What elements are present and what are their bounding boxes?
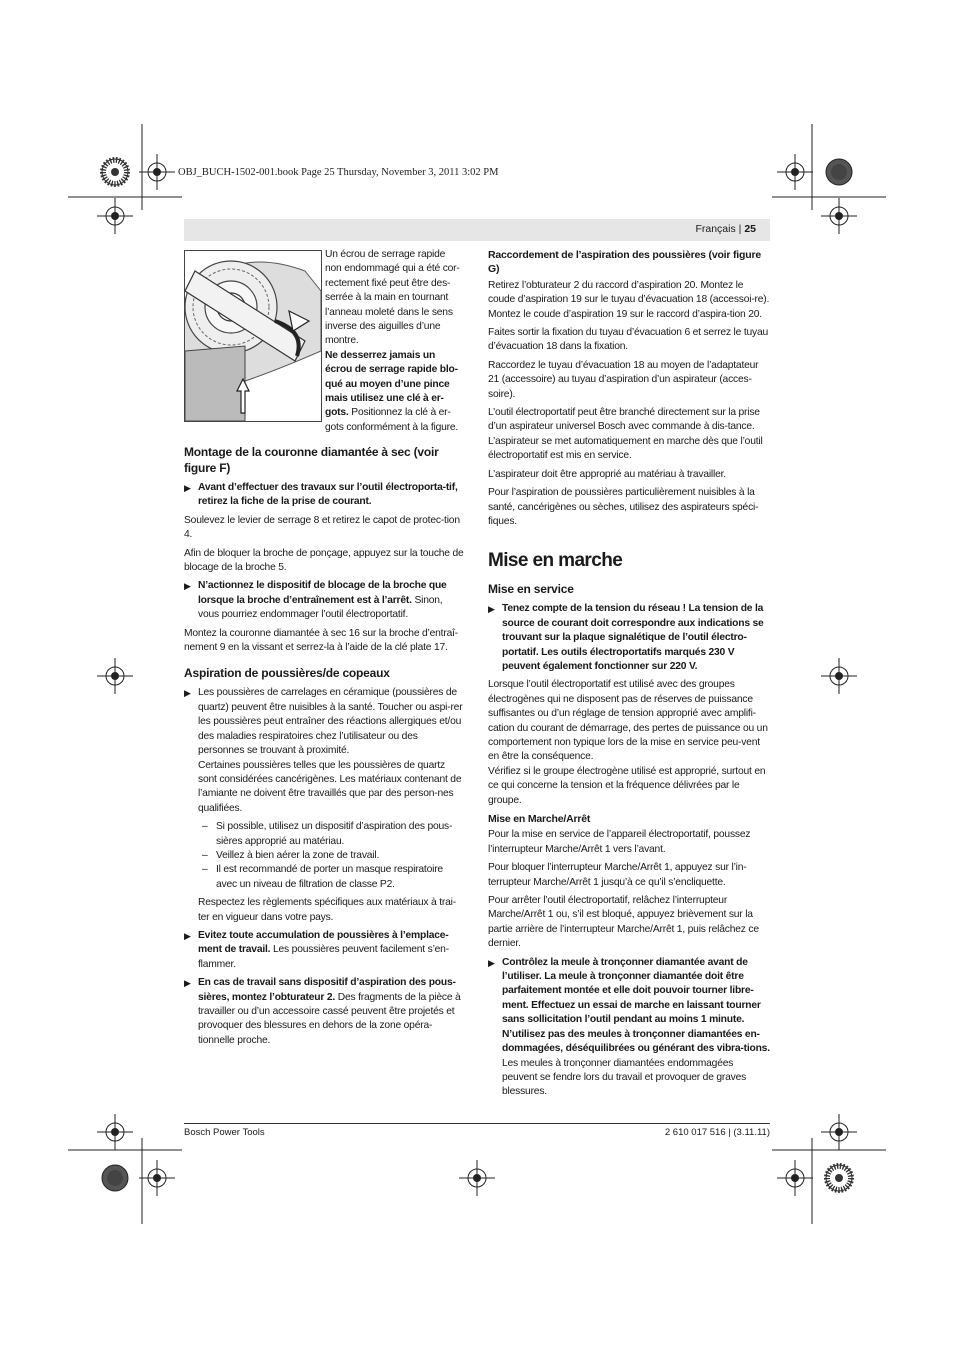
print-header: OBJ_BUCH-1502-001.book Page 25 Thursday, November 3, 2011 3:02 PM — [178, 167, 499, 178]
caption-warning-line: mais utilisez une clé à er- — [325, 393, 444, 405]
bullet-arrow-icon: ▶ — [184, 978, 191, 989]
header-language: Français — [695, 223, 736, 235]
bullet-arrow-icon: ▶ — [184, 581, 191, 592]
caption-warning-line: écrou de serrage rapide blo- — [325, 364, 458, 376]
paragraph: Pour arrêter l’outil électroportatif, relâchez l’interrupteur Marche/Arrêt 1 ou, s’il est bloqué, appuyez brièvement sur la partie arrière de l’interrupteur Marche/Arrêt 1, puis relâchez ce dernier. — [488, 895, 759, 950]
section-title: Mise en service — [488, 582, 574, 597]
warning-item: ▶ En cas de travail sans dispositif d’aspiration des pous-sières, montez l’obturateur 2. Des fragments de la pièce à travailler ou d’un accessoire cassé peuvent être projetés et provoquer des blessures en dehors de la zone opéra-tionnelle proche. — [184, 977, 461, 1046]
paragraph: L’aspirateur doit être approprié au matériau à travailler. — [488, 468, 726, 480]
paragraph: Afin de bloquer la broche de ponçage, appuyez sur la touche de blocage de la broche 5. — [184, 547, 464, 574]
caption-line: montre. — [325, 335, 359, 347]
paragraph: Soulevez le levier de serrage 8 et retirez le capot de protec-tion 4. — [184, 514, 460, 541]
paragraph: Pour la mise en service de l’appareil électroportatif, poussez l’interrupteur Marche/Arrêt 1 vers l’avant. — [488, 829, 751, 855]
caption-line: rectement fixé peut être des- — [325, 277, 451, 289]
caption-line: Un écrou de serrage rapide — [325, 249, 446, 260]
paragraph: Vérifiez si le groupe électrogène utilisé est approprié, surtout en ce qui concerne la tension et la fréquence délivrées par le groupe. — [488, 765, 766, 806]
caption-warning-tail: gots. Positionnez la clé à er- — [325, 407, 451, 419]
section-title: Raccordement de l’aspiration des poussières (voir figure G) — [488, 249, 761, 276]
paragraph: Certaines poussières telles que les poussières de quartz sont considérées cancérigènes. Les matériaux contenant de l’amiante ne doivent être travaillés que par des person-nes qualifiées. — [198, 759, 462, 814]
main-section-title: Mise en marche — [488, 550, 623, 572]
caption-warning-line: qué au moyen d’une pince — [325, 378, 450, 390]
caption-line: non endommagé qui a été cor- — [325, 263, 460, 275]
caption-line: serrée à la main en tournant — [325, 292, 449, 304]
warning-item: ▶ Les poussières de carrelages en céramique (poussières de quartz) peuvent être nuisibles à la santé. Toucher ou aspi-rer les poussières peut entraîner des réactions allergiques et/ou des maladies respiratoires chez l’utilisateur ou des personnes se trouvant à proximité. — [184, 687, 463, 757]
paragraph: Retirez l’obturateur 2 du raccord d’aspiration 20. Montez le coude d’aspiration 19 sur le tuyau d’évacuation 18 (accessoi-re). Montez le coude d’aspiration 19 sur le raccord d’aspira-tion 20. — [488, 279, 770, 320]
footer-brand: Bosch Power Tools — [184, 1127, 265, 1138]
warning-item: ▶ Contrôlez la meule à tronçonner diamantée avant de l’utiliser. La meule à tronçonner diamantée doit être parfaitement montée et elle doit pouvoir tourner libre-ment. Effectuez un essai de marche en laissant tourner sans sollicitation l’outil pendant au moins 1 minute. N’utilisez pas des meules à tronçonner diamantées en-dommagées, déséquilibrées ou générant des vibra-tions. Les meules à tronçonner diamantées endommagées peuvent se fendre lors du travail et provoquer de graves blessures. — [488, 956, 770, 1098]
bullet-arrow-icon: ▶ — [184, 930, 191, 941]
caption-warning-line: Ne desserrez jamais un — [325, 349, 436, 361]
bullet-arrow-icon: ▶ — [488, 604, 495, 615]
section-title: Mise en Marche/Arrêt — [488, 813, 591, 825]
paragraph: Pour bloquer l’interrupteur Marche/Arrêt 1, appuyez sur l’in-terrupteur Marche/Arrêt 1 jusqu’à ce qu’il s’encliquette. — [488, 862, 747, 888]
dash-item: – Il est recommandé de porter un masque respiratoire avec un niveau de filtration de classe P2. — [202, 864, 443, 890]
dash-item: – Veillez à bien aérer la zone de travail. — [202, 849, 380, 861]
bullet-arrow-icon: ▶ — [488, 957, 495, 968]
dash-item: – Si possible, utilisez un dispositif d’aspiration des pous-sières approprié au matériau. — [202, 821, 453, 847]
header-separator: | — [738, 223, 742, 235]
warning-item: ▶ Tenez compte de la tension du réseau ! La tension de la source de courant doit correspondre aux indications se trouvant sur la plaque signalétique de l’outil électro-portatif. Les outils électroportatifs marqués 230 V peuvent également fonctionner sur 220 V. — [488, 603, 764, 672]
paragraph: Montez la couronne diamantée à sec 16 sur la broche d’entraî-nement 9 en la vissant et serrez-la à l’aide de la clé plate 17. — [184, 627, 458, 654]
caption-line: l’anneau moleté dans le sens — [325, 306, 453, 318]
bullet-arrow-icon: ▶ — [184, 483, 191, 493]
bullet-arrow-icon: ▶ — [184, 688, 191, 699]
caption-line: gots conformément à la figure. — [325, 421, 459, 433]
paragraph: Respectez les règlements spécifiques aux matériaux à trai-ter en vigueur dans votre pays. — [198, 897, 456, 923]
paragraph: Pour l’aspiration de poussières particulièrement nuisibles à la santé, cancérigènes ou sèches, utilisez des aspirateurs spéci-fiques. — [488, 487, 759, 527]
section-title: Montage de la couronne diamantée à sec (voir figure F) — [184, 445, 439, 475]
warning-item: ▶ Evitez toute accumulation de poussières à l’emplace-ment de travail. Les poussières peuvent facilement s’en-flammer. — [184, 929, 449, 970]
section-title: Aspiration de poussières/de copeaux — [184, 666, 390, 681]
paragraph: Faites sortir la fixation du tuyau d’évacuation 6 et serrez le tuyau d’évacuation 18 dans la fixation. — [488, 327, 769, 353]
warning-item: ▶ Avant d’effectuer des travaux sur l’outil électroporta-tif, retirez la fiche de la prise de courant. — [184, 482, 458, 508]
header-page-number: 25 — [744, 223, 756, 235]
paragraph: L’outil électroportatif peut être branché directement sur la prise d’un aspirateur universel Bosch avec commande à dis-tance. L’aspirateur se met automatiquement en marche dès que l’outil électroportatif est mis en service. — [488, 407, 763, 462]
footer-doc-number: 2 610 017 516 | (3.11.11) — [664, 1127, 770, 1138]
paragraph: Raccordez le tuyau d’évacuation 18 au moyen de l’adaptateur 21 (accessoire) au tuyau d’aspiration d’un aspirateur (acces-soire). — [488, 359, 759, 400]
warning-item: ▶ N’actionnez le dispositif de blocage de la broche que lorsque la broche d’entraînement est à l’arrêt. Sinon, vous pourriez endommager l’outil électroportatif. — [184, 580, 447, 621]
paragraph: Lorsque l’outil électroportatif est utilisé avec des groupes électrogènes qui ne disposent pas de réserves de puissance suffisantes ou d’un réglage de tension approprié avec amplifi-cation du courant de démarrage, des pertes de puissance ou un comportement non typique lors de la mise en service peu-vent en être la conséquence. — [488, 679, 768, 763]
caption-line: inverse des aiguilles d’une — [325, 321, 441, 333]
